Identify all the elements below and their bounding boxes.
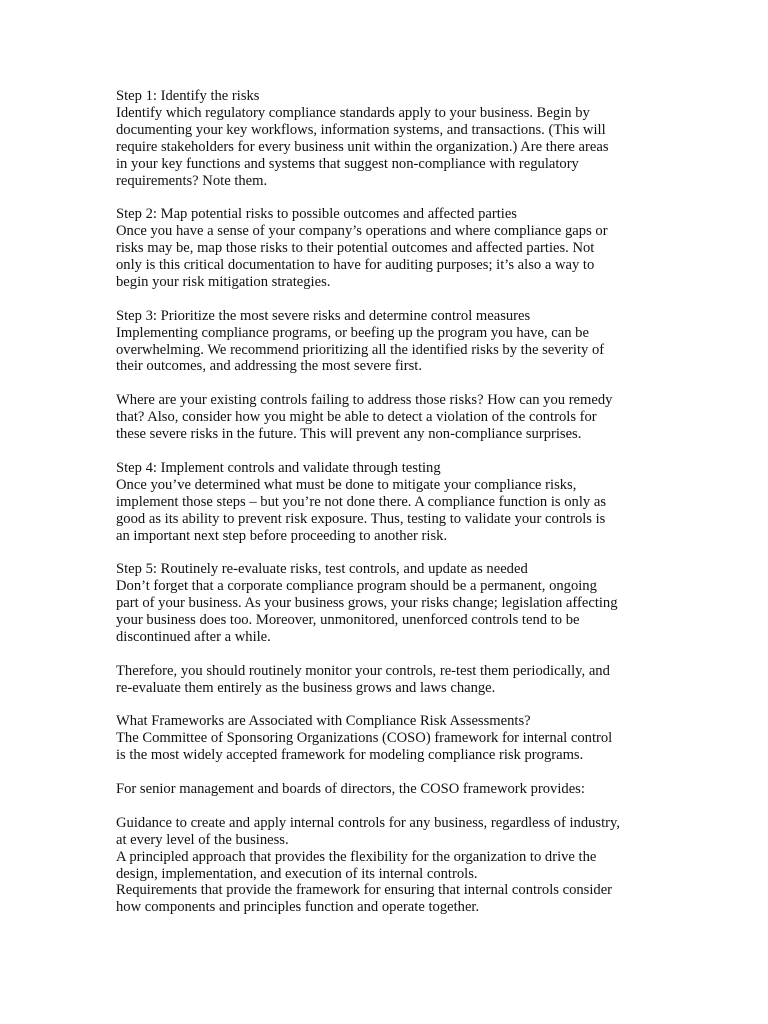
text-line: Once you have a sense of your company’s operations and where compliance gaps or [116, 223, 608, 240]
text-line: Identify which regulatory compliance standards apply to your business. Begin by [116, 104, 590, 121]
list-item: A principled approach that provides the flexibility for the organization to drive the [116, 848, 597, 865]
text-line: good as its ability to prevent risk exposure. Thus, testing to validate your controls is [116, 510, 606, 527]
text-line: part of your business. As your business grows, your risks change; legislation affecting [116, 595, 618, 612]
step-3-section [116, 308, 661, 376]
text-line: your business does too. Moreover, unmonitored, unenforced controls tend to be [116, 612, 580, 629]
coso-intro-paragraph [116, 781, 661, 798]
text-line: Therefore, you should routinely monitor your controls, re-test them periodically, and [116, 662, 610, 679]
text-line: only is this critical documentation to have for auditing purposes; it’s also a way to [116, 257, 595, 274]
text-line: require stakeholders for every business unit within the organization.) Are there areas [116, 138, 609, 155]
text-line: Don’t forget that a corporate compliance program should be a permanent, ongoing [116, 578, 597, 595]
text-line: requirements? Note them. [116, 172, 268, 189]
step-4-section [116, 460, 661, 545]
step-5-heading: Step 5: Routinely re-evaluate risks, test controls, and update as needed [116, 561, 528, 578]
step-3-followup-paragraph [116, 392, 661, 443]
text-line: For senior management and boards of directors, the COSO framework provides: [116, 781, 585, 798]
step-1-section [116, 88, 661, 189]
text-line: discontinued after a while. [116, 628, 271, 645]
text-line: an important next step before proceeding to another risk. [116, 527, 448, 544]
text-line: that? Also, consider how you might be able to detect a violation of the controls for [116, 409, 597, 426]
text-line: documenting your key workflows, information systems, and transactions. (This will [116, 121, 606, 138]
document-page [116, 88, 661, 933]
step-5-section [116, 561, 661, 646]
step-5-followup-paragraph [116, 663, 661, 697]
text-line: overwhelming. We recommend prioritizing all the identified risks by the severity of [116, 341, 605, 358]
step-4-heading: Step 4: Implement controls and validate through testing [116, 459, 441, 476]
text-line: their outcomes, and addressing the most severe first. [116, 358, 422, 375]
step-2-heading: Step 2: Map potential risks to possible outcomes and affected parties [116, 206, 517, 223]
text-line: Once you’ve determined what must be done to mitigate your compliance risks, [116, 476, 577, 493]
text-line: risks may be, map those risks to their potential outcomes and affected parties. Not [116, 240, 595, 257]
text-line: The Committee of Sponsoring Organizations (COSO) framework for internal control [116, 730, 613, 747]
step-1-heading: Step 1: Identify the risks [116, 88, 260, 104]
text-line: is the most widely accepted framework for modeling compliance risk programs. [116, 747, 584, 764]
list-item: Requirements that provide the framework for ensuring that internal controls consider [116, 882, 613, 899]
frameworks-heading: What Frameworks are Associated with Compliance Risk Assessments? [116, 713, 531, 730]
coso-provisions-list [116, 815, 661, 916]
step-3-heading: Step 3: Prioritize the most severe risks and determine control measures [116, 307, 531, 324]
list-item: design, implementation, and execution of its internal controls. [116, 865, 478, 882]
list-item: how components and principles function and operate together. [116, 899, 480, 916]
step-2-section [116, 206, 661, 291]
text-line: Where are your existing controls failing to address those risks? How can you remedy [116, 392, 613, 409]
text-line: begin your risk mitigation strategies. [116, 273, 331, 290]
list-item: at every level of the business. [116, 831, 289, 848]
text-line: Implementing compliance programs, or beefing up the program you have, can be [116, 324, 589, 341]
list-item: Guidance to create and apply internal controls for any business, regardless of industry, [116, 814, 621, 831]
text-line: in your key functions and systems that suggest non-compliance with regulatory [116, 155, 579, 172]
text-line: re-evaluate them entirely as the business grows and laws change. [116, 679, 496, 696]
text-line: implement those steps – but you’re not done there. A compliance function is only as [116, 493, 607, 510]
frameworks-section [116, 713, 661, 764]
text-line: these severe risks in the future. This will prevent any non-compliance surprises. [116, 426, 582, 443]
